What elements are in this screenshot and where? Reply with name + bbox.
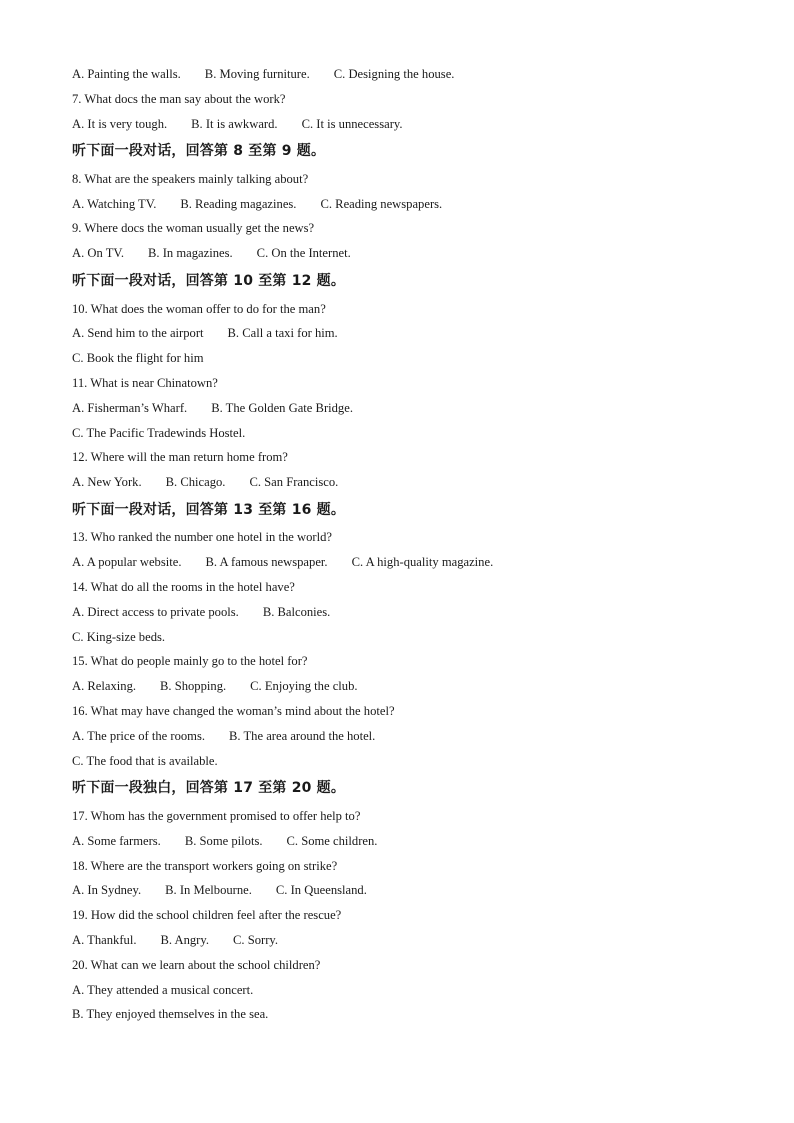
answer-options-row <box>72 321 732 346</box>
question-text: 7. What docs the man say about the work? <box>72 91 286 106</box>
answer-option: B. The area around the hotel. <box>229 728 376 743</box>
answer-option: C. Enjoying the club. <box>250 679 358 694</box>
answer-option: A. On TV. <box>72 246 125 261</box>
answer-options-row <box>72 112 732 137</box>
answer-option: A. A popular website. <box>72 555 182 570</box>
answer-options-row <box>72 749 732 774</box>
question-text: 10. What does the woman offer to do for the man? <box>72 301 326 316</box>
answer-option: B. Balconies. <box>262 604 331 619</box>
answer-option: B. Call a taxi for him. <box>227 326 338 341</box>
question-text: 9. Where docs the woman usually get the news? <box>72 221 315 236</box>
answer-options-row <box>72 978 732 1003</box>
answer-option: A. Watching TV. <box>72 196 157 211</box>
question-text: 18. Where are the transport workers going on strike? <box>72 858 338 873</box>
answer-option: B. A famous newspaper. <box>205 555 328 570</box>
question-text: 12. Where will the man return home from? <box>72 450 288 465</box>
answer-option: C. Reading newspapers. <box>320 196 443 211</box>
answer-options-row <box>72 62 732 87</box>
question-text: 20. What can we learn about the school children? <box>72 957 321 972</box>
question-text: 17. Whom has the government promised to offer help to? <box>72 808 361 823</box>
answer-option: C. Sorry. <box>233 932 279 947</box>
question-text: 19. How did the school children feel after the rescue? <box>72 908 342 923</box>
answer-options-row <box>72 625 732 650</box>
answer-option: A. New York. <box>72 475 142 490</box>
answer-options-row <box>72 421 732 446</box>
answer-options-row <box>72 878 732 903</box>
answer-option: A. In Sydney. <box>72 883 142 898</box>
answer-options-row <box>72 550 732 575</box>
section-heading: 听下面一段独白，回答第 17 至第 20 题。 <box>72 780 346 797</box>
answer-option: B. Reading magazines. <box>180 196 297 211</box>
answer-option: C. A high-quality magazine. <box>351 555 494 570</box>
answer-option: B. Moving furniture. <box>204 67 310 81</box>
answer-option: C. Book the flight for him <box>72 351 204 366</box>
answer-options-row <box>72 346 732 371</box>
answer-options-row <box>72 192 732 217</box>
answer-option: A. Relaxing. <box>72 679 137 694</box>
answer-option: C. The food that is available. <box>72 753 218 768</box>
section-heading: 听下面一段对话，回答第 13 至第 16 题。 <box>72 501 346 518</box>
answer-options-row <box>72 600 732 625</box>
answer-option: A. Painting the walls. <box>72 67 181 81</box>
answer-option: B. They enjoyed themselves in the sea. <box>72 1007 269 1022</box>
answer-option: A. It is very tough. <box>72 116 168 131</box>
answer-option: B. It is awkward. <box>191 116 278 131</box>
answer-option: A. Some farmers. <box>72 833 161 848</box>
question-text: 14. What do all the rooms in the hotel have? <box>72 580 295 595</box>
answer-options-row <box>72 396 732 421</box>
answer-options-row <box>72 724 732 749</box>
answer-options-row <box>72 1002 732 1027</box>
question-text: 15. What do people mainly go to the hotel for? <box>72 654 308 669</box>
answer-option: A. Send him to the airport <box>72 326 204 341</box>
answer-option: C. On the Internet. <box>256 246 351 261</box>
question-text: 11. What is near Chinatown? <box>72 375 218 390</box>
answer-option: C. The Pacific Tradewinds Hostel. <box>72 425 246 440</box>
answer-options-row <box>72 241 732 266</box>
answer-option: A. They attended a musical concert. <box>72 982 254 997</box>
answer-option: B. The Golden Gate Bridge. <box>211 400 353 415</box>
answer-option: A. Thankful. <box>72 932 137 947</box>
answer-option: B. In Melbourne. <box>165 883 252 898</box>
answer-option: B. Chicago. <box>165 475 226 490</box>
question-text: 16. What may have changed the woman’s mind about the hotel? <box>72 704 395 719</box>
answer-option: B. In magazines. <box>148 246 233 261</box>
answer-option: C. In Queensland. <box>275 883 367 898</box>
section-heading: 听下面一段对话，回答第 8 至第 9 题。 <box>72 143 326 160</box>
answer-option: C. Designing the house. <box>333 67 455 81</box>
question-text: 8. What are the speakers mainly talking about? <box>72 171 309 186</box>
answer-option: B. Shopping. <box>160 679 227 694</box>
answer-option: B. Angry. <box>160 932 209 947</box>
answer-option: C. San Francisco. <box>249 475 339 490</box>
answer-option: A. Direct access to private pools. <box>72 604 239 619</box>
answer-options-row <box>72 829 732 854</box>
answer-option: B. Some pilots. <box>184 833 263 848</box>
answer-option: C. King-size beds. <box>72 629 166 644</box>
answer-option: C. Some children. <box>286 833 378 848</box>
answer-option: A. Fisherman’s Wharf. <box>72 400 188 415</box>
question-text: 13. Who ranked the number one hotel in the world? <box>72 530 332 545</box>
answer-options-row <box>72 674 732 699</box>
answer-options-row <box>72 470 732 495</box>
section-heading: 听下面一段对话，回答第 10 至第 12 题。 <box>72 273 346 290</box>
answer-options-row <box>72 928 732 953</box>
answer-option: A. The price of the rooms. <box>72 728 206 743</box>
exam-page <box>72 62 732 1027</box>
answer-option: C. It is unnecessary. <box>301 116 403 131</box>
